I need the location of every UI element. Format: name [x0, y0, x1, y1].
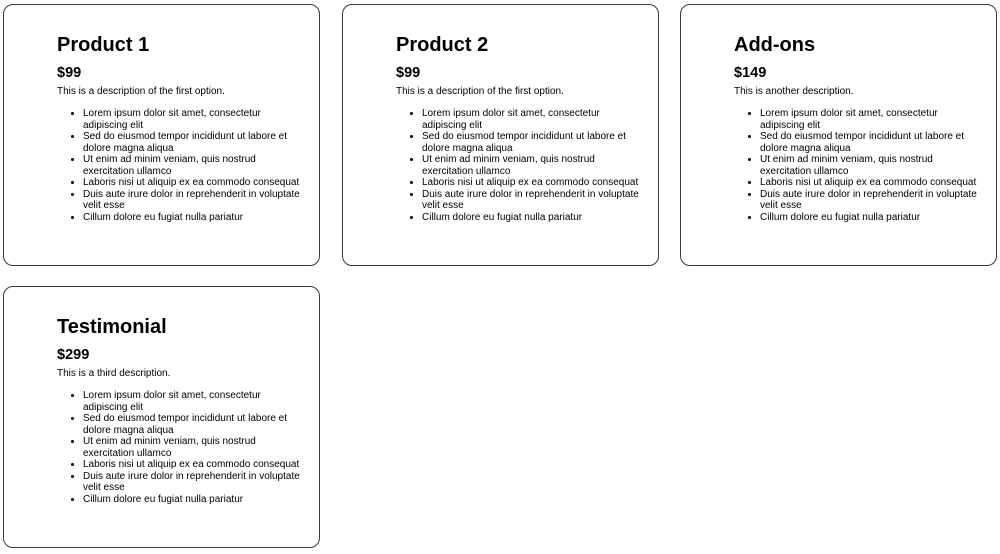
feature-item: • Lorem ipsum dolor sit amet, consectetur adipiscing elit: [83, 390, 302, 413]
feature-item: • Lorem ipsum dolor sit amet, consectetur adipiscing elit: [760, 108, 979, 131]
feature-item: • Sed do eiusmod tempor incididunt ut labore et dolore magna aliqua: [83, 413, 302, 436]
feature-item: • Cillum dolore eu fugiat nulla pariatur: [760, 212, 979, 224]
card-price: $99: [396, 65, 421, 81]
feature-item: • Ut enim ad minim veniam, quis nostrud exercitation ullamco: [760, 154, 979, 177]
card-price: $149: [734, 65, 767, 81]
card-title: Product 1: [57, 34, 150, 56]
feature-list: [57, 390, 302, 505]
feature-item: • Lorem ipsum dolor sit amet, consectetur adipiscing elit: [422, 108, 641, 131]
card-price: $299: [57, 347, 90, 363]
pricing-card-product-2: [342, 4, 659, 266]
feature-item: • Laboris nisi ut aliquip ex ea commodo consequat: [760, 177, 979, 189]
feature-list: [57, 108, 302, 223]
feature-item: • Duis aute irure dolor in reprehenderit in voluptate velit esse: [83, 189, 302, 212]
feature-item: • Duis aute irure dolor in reprehenderit in voluptate velit esse: [760, 189, 979, 212]
feature-item: • Sed do eiusmod tempor incididunt ut labore et dolore magna aliqua: [83, 131, 302, 154]
card-description: This is a description of the first option.: [396, 86, 564, 97]
card-title: Testimonial: [57, 316, 167, 338]
feature-item: • Ut enim ad minim veniam, quis nostrud exercitation ullamco: [83, 436, 302, 459]
card-content: [57, 315, 302, 505]
card-content: [396, 33, 641, 223]
pricing-card-testimonial: [3, 286, 320, 548]
feature-list: [734, 108, 979, 223]
feature-item: • Laboris nisi ut aliquip ex ea commodo consequat: [83, 177, 302, 189]
pricing-card-add-ons: [680, 4, 997, 266]
card-description: This is another description.: [734, 86, 854, 97]
feature-item: • Duis aute irure dolor in reprehenderit in voluptate velit esse: [83, 471, 302, 494]
feature-item: • Cillum dolore eu fugiat nulla pariatur: [422, 212, 641, 224]
feature-item: • Sed do eiusmod tempor incididunt ut labore et dolore magna aliqua: [422, 131, 641, 154]
card-description: This is a third description.: [57, 368, 171, 379]
card-title: Add-ons: [734, 34, 816, 56]
feature-item: • Cillum dolore eu fugiat nulla pariatur: [83, 494, 302, 506]
feature-item: • Lorem ipsum dolor sit amet, consectetur adipiscing elit: [83, 108, 302, 131]
feature-item: • Ut enim ad minim veniam, quis nostrud exercitation ullamco: [422, 154, 641, 177]
card-description: This is a description of the first option.: [57, 86, 225, 97]
card-title: Product 2: [396, 34, 489, 56]
card-content: [734, 33, 979, 223]
feature-item: • Sed do eiusmod tempor incididunt ut labore et dolore magna aliqua: [760, 131, 979, 154]
feature-item: • Duis aute irure dolor in reprehenderit in voluptate velit esse: [422, 189, 641, 212]
feature-list: [396, 108, 641, 223]
feature-item: • Ut enim ad minim veniam, quis nostrud exercitation ullamco: [83, 154, 302, 177]
pricing-card-product-1: [3, 4, 320, 266]
feature-item: • Cillum dolore eu fugiat nulla pariatur: [83, 212, 302, 224]
card-price: $99: [57, 65, 82, 81]
card-content: [57, 33, 302, 223]
feature-item: • Laboris nisi ut aliquip ex ea commodo consequat: [83, 459, 302, 471]
feature-item: • Laboris nisi ut aliquip ex ea commodo consequat: [422, 177, 641, 189]
